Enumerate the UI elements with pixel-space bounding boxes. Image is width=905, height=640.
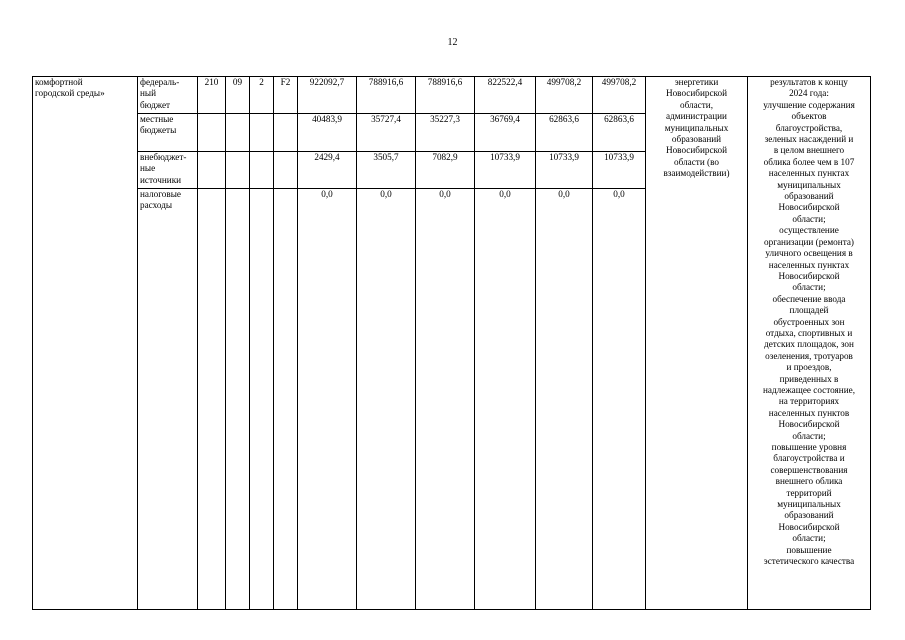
empty-cell	[226, 114, 250, 152]
empty-cell	[198, 114, 226, 152]
empty-cell	[226, 189, 250, 610]
value-cell: 40483,9	[298, 114, 357, 152]
empty-cell	[198, 152, 226, 189]
value-cell: 35227,3	[416, 114, 475, 152]
empty-cell	[250, 114, 274, 152]
value-cell: 0,0	[593, 189, 646, 610]
value-cell: 36769,4	[475, 114, 536, 152]
value-cell: 10733,9	[593, 152, 646, 189]
executors-cell: энергетики Новосибирской области, администрации муниципальных образований Новосибирской области (во взаимодействии)	[646, 77, 748, 610]
value-cell: 10733,9	[536, 152, 593, 189]
empty-cell	[274, 152, 298, 189]
value-cell: 10733,9	[475, 152, 536, 189]
value-cell: 0,0	[475, 189, 536, 610]
empty-cell	[250, 152, 274, 189]
funding-source-cell: местные бюджеты	[138, 114, 198, 152]
funding-source-cell: налоговые расходы	[138, 189, 198, 610]
funding-source-cell: федераль- ный бюджет	[138, 77, 198, 114]
value-cell: 3505,7	[357, 152, 416, 189]
value-cell: 62863,6	[593, 114, 646, 152]
code-subprogram-cell: F2	[274, 77, 298, 114]
value-cell: 788916,6	[357, 77, 416, 114]
code-program-cell: 2	[250, 77, 274, 114]
value-cell: 2429,4	[298, 152, 357, 189]
value-cell: 788916,6	[416, 77, 475, 114]
results-cell: результатов к концу 2024 года: улучшение содержания объектов благоустройства, зеленых насаждений и в целом внешнего облика более чем в 107 населенных пунктах муниципальных образований Новосибирской области; осуществление организации (ремонта) уличного освещения в населенных пунктах Новосибирской области; обеспечение ввода площадей обустроенных зон отдыха, спортивных и детских площадок, зон озеленения, тротуаров и проездов, приведенных в надлежащее состояние, на территориях населенных пунктов Новосибирской области; повышение уровня благоустройства и совершенствования внешнего облика территорий муниципальных образований Новосибирской области; повышение эстетического качества	[748, 77, 871, 610]
value-cell: 62863,6	[536, 114, 593, 152]
empty-cell	[274, 189, 298, 610]
value-cell: 922092,7	[298, 77, 357, 114]
empty-cell	[226, 152, 250, 189]
table-row	[33, 77, 871, 114]
empty-cell	[274, 114, 298, 152]
value-cell: 822522,4	[475, 77, 536, 114]
empty-cell	[250, 189, 274, 610]
value-cell: 0,0	[416, 189, 475, 610]
code-grbs-cell: 210	[198, 77, 226, 114]
event-name-cell: комфортной городской среды»	[33, 77, 138, 610]
value-cell: 499708,2	[536, 77, 593, 114]
funding-source-cell: внебюджет- ные источники	[138, 152, 198, 189]
value-cell: 0,0	[298, 189, 357, 610]
value-cell: 0,0	[357, 189, 416, 610]
page-number: 12	[447, 37, 458, 48]
value-cell: 35727,4	[357, 114, 416, 152]
code-section-cell: 09	[226, 77, 250, 114]
program-table	[32, 76, 871, 610]
value-cell: 499708,2	[593, 77, 646, 114]
value-cell: 0,0	[536, 189, 593, 610]
value-cell: 7082,9	[416, 152, 475, 189]
empty-cell	[198, 189, 226, 610]
